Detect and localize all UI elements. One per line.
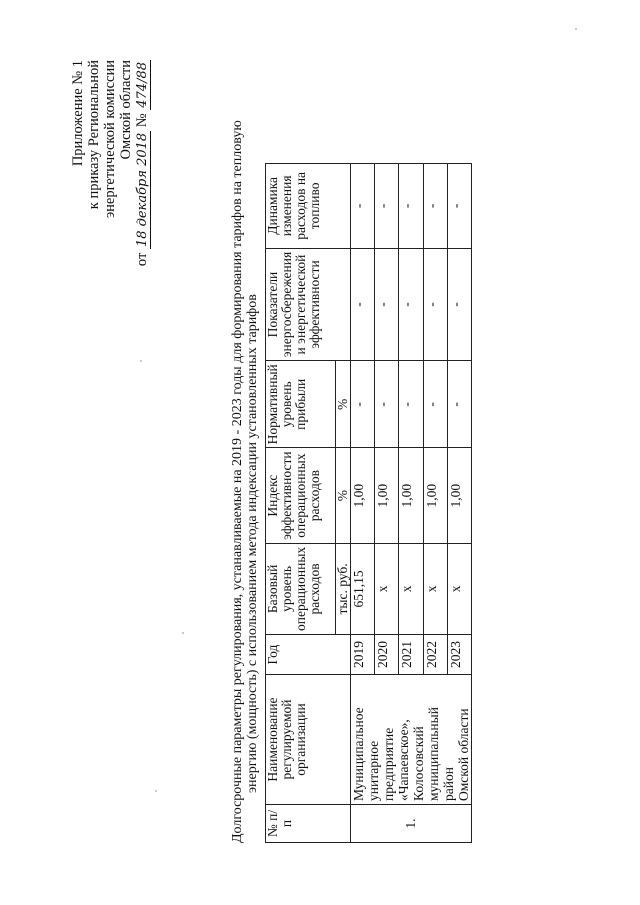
title-line: Долгосрочные параметры регулирования, устанавливаемые на 2019 - 2023 годы для формирования тарифов на тепловую (230, 120, 245, 843)
title-line: энергию (мощность) с использованием метода индексации установленных тарифов (245, 294, 260, 793)
fuel-cell: - (375, 163, 399, 248)
org-line: унитарное (366, 740, 381, 801)
year-cell: 2020 (375, 635, 399, 675)
row-number: 1. (351, 805, 472, 843)
profit-cell: - (375, 361, 399, 448)
year-cell: 2023 (447, 635, 471, 675)
header-fuel: Динамика изменения расходов на топливо (266, 163, 351, 248)
handwritten-number: 474/88 (135, 62, 150, 108)
table-row (351, 163, 375, 842)
fuel-cell: - (399, 163, 423, 248)
header-base: Базовый уровень операционных расходов (266, 543, 336, 634)
org-line: Муниципальное (351, 707, 366, 801)
appendix-line: энергетической комиссии (102, 60, 118, 219)
org-line: Омской области (456, 708, 471, 801)
header-index: Индекс эффективности операционных расходов (266, 448, 336, 543)
org-line: муниципальный район (426, 707, 456, 801)
unit-base: тыс. руб. (336, 543, 351, 634)
fuel-cell: - (447, 163, 471, 248)
header-num: № п/п (266, 805, 351, 843)
appendix-line: Омской области (118, 60, 134, 160)
profit-cell: - (399, 361, 423, 448)
energy-cell: - (423, 248, 447, 360)
profit-cell: - (351, 361, 375, 448)
energy-cell: - (375, 248, 399, 360)
base-cell: х (447, 543, 471, 634)
handwritten-date: 18 декабря 2018 (135, 132, 150, 248)
org-line: предприятие (381, 727, 396, 801)
appendix-line: Приложение № 1 (70, 60, 86, 167)
unit-profit: % (336, 361, 351, 448)
base-cell: 651,15 (351, 543, 375, 634)
unit-index: % (336, 448, 351, 543)
fuel-cell: - (423, 163, 447, 248)
header-org: Наименование регулируемой организации (266, 675, 351, 805)
organization-name (351, 675, 472, 805)
index-cell: 1,00 (399, 448, 423, 543)
table-header-row (266, 163, 336, 842)
date-prefix: от (134, 252, 150, 267)
year-cell: 2022 (423, 635, 447, 675)
number-sign: № (134, 113, 150, 128)
index-cell: 1,00 (447, 448, 471, 543)
fuel-cell: - (351, 163, 375, 248)
index-cell: 1,00 (375, 448, 399, 543)
base-cell: х (423, 543, 447, 634)
header-year: Год (266, 635, 351, 675)
document-title (230, 63, 260, 843)
energy-cell: - (447, 248, 471, 360)
appendix-line: к приказу Региональной (86, 60, 102, 210)
appendix-block (70, 60, 151, 266)
index-cell: 1,00 (423, 448, 447, 543)
energy-cell: - (351, 248, 375, 360)
index-cell: 1,00 (351, 448, 375, 543)
order-date-line (134, 60, 151, 266)
header-profit: Нормативный уровень прибыли (266, 361, 336, 448)
org-line: «Чапаевское», (396, 719, 411, 801)
energy-cell: - (399, 248, 423, 360)
header-energy: Показатели энергосбережения и энергетической эффективности (266, 248, 351, 360)
year-cell: 2019 (351, 635, 375, 675)
regulation-parameters-table (265, 163, 472, 843)
base-cell: х (399, 543, 423, 634)
profit-cell: - (423, 361, 447, 448)
profit-cell: - (447, 361, 471, 448)
year-cell: 2021 (399, 635, 423, 675)
org-line: Колосовский (411, 726, 426, 801)
base-cell: х (375, 543, 399, 634)
